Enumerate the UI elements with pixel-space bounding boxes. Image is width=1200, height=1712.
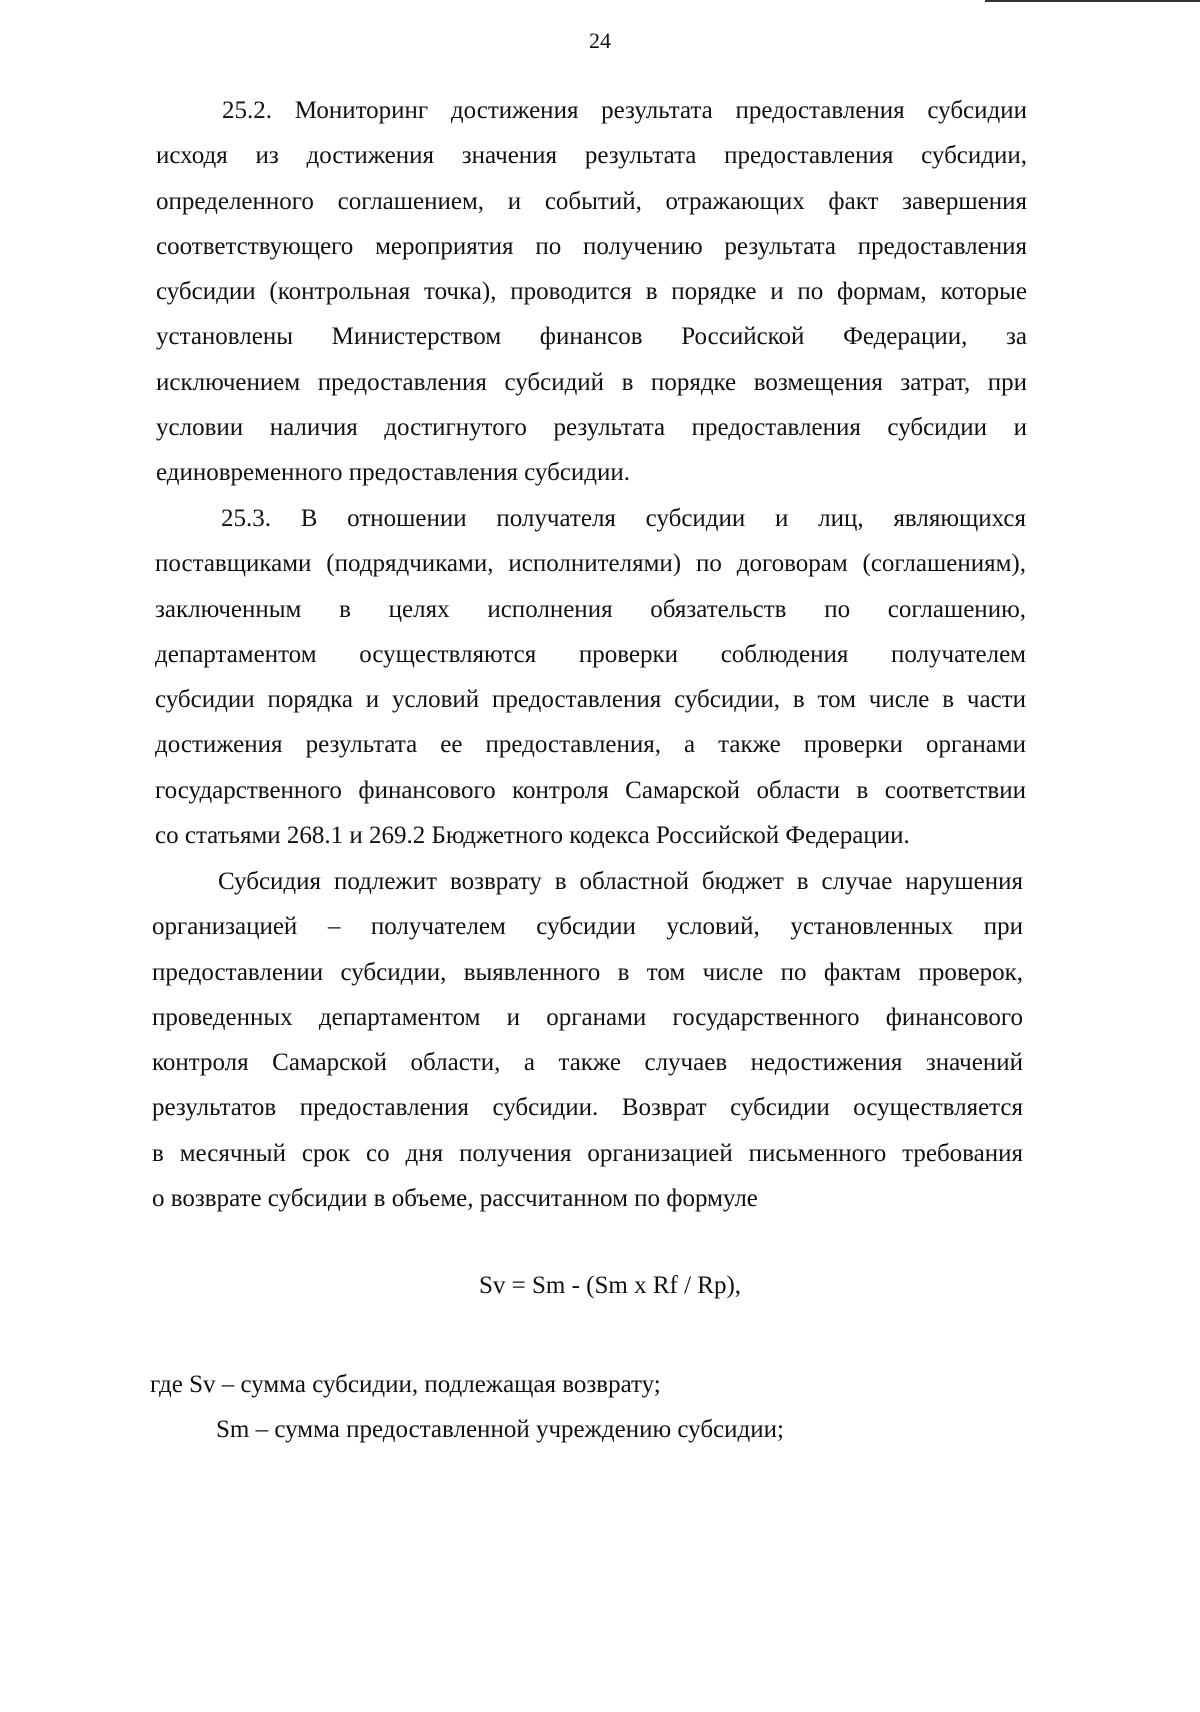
text-line: установлены Министерством финансов Российской Федерации, за [156, 323, 1027, 351]
paragraph-refund [152, 859, 1023, 1221]
text-line: государственного финансового контроля Самарской области в соответствии [155, 776, 1026, 804]
refund-formula: Sv = Sm - (Sm x Rf / Rp), [478, 1272, 742, 1299]
text-line: исключением предоставления субсидий в порядке возмещения затрат, при [156, 368, 1027, 396]
text-line: Субсидия подлежит возврату в областной бюджет в случае нарушения [218, 868, 1023, 895]
text-line: соответствующего мероприятия по получению результата предоставления [156, 232, 1027, 260]
text-line: исходя из достижения значения результата предоставления субсидии, [156, 142, 1027, 170]
paragraph-25-3 [155, 496, 1026, 858]
text-line: в месячный срок со дня получения организацией письменного требования [152, 1139, 1023, 1167]
text-line: организацией – получателем субсидии условий, установленных при [152, 913, 1023, 941]
text-line: проведенных департаментом и органами государственного финансового [152, 1003, 1023, 1031]
text-line: предоставлении субсидии, выявленного в том числе по фактам проверок, [152, 958, 1023, 986]
text-line: поставщиками (подрядчиками, исполнителями) по договорам (соглашениям), [155, 550, 1026, 578]
text-line: контроля Самарской области, а также случаев недостижения значений [152, 1049, 1023, 1077]
text-line: субсидии (контрольная точка), проводится в порядке и по формам, которые [156, 278, 1027, 306]
text-line: субсидии порядка и условий предоставления субсидии, в том числе в части [155, 686, 1026, 714]
text-line: результатов предоставления субсидии. Возврат субсидии осуществляется [152, 1094, 1023, 1122]
text-line: 25.2. Мониторинг достижения результата предоставления субсидии [222, 97, 1027, 124]
text-line: условии наличия достигнутого результата предоставления субсидии и [156, 414, 1027, 442]
paragraph-25-2 [156, 88, 1027, 496]
definition-sm: Sm – сумма предоставленной учреждению субсидии; [216, 1416, 784, 1444]
definition-sv: где Sv – сумма субсидии, подлежащая возврату; [150, 1371, 661, 1398]
text-line: заключенным в целях исполнения обязательств по соглашению, [155, 595, 1026, 623]
text-line: департаментом осуществляются проверки соблюдения получателем [155, 640, 1026, 668]
text-line: со статьями 268.1 и 269.2 Бюджетного кодекса Российской Федерации. [155, 822, 910, 850]
page-number: 24 [589, 28, 611, 53]
scan-edge-line [985, 0, 1200, 2]
text-line: о возврате субсидии в объеме, рассчитанном по формуле [152, 1185, 758, 1213]
text-line: достижения результата ее предоставления, а также проверки органами [155, 731, 1026, 759]
formula-definitions [150, 1362, 784, 1453]
text-line: единовременного предоставления субсидии. [156, 459, 631, 487]
text-line: определенного соглашением, и событий, отражающих факт завершения [156, 187, 1027, 215]
text-line: 25.3. В отношении получателя субсидии и лиц, являющихся [221, 505, 1026, 532]
